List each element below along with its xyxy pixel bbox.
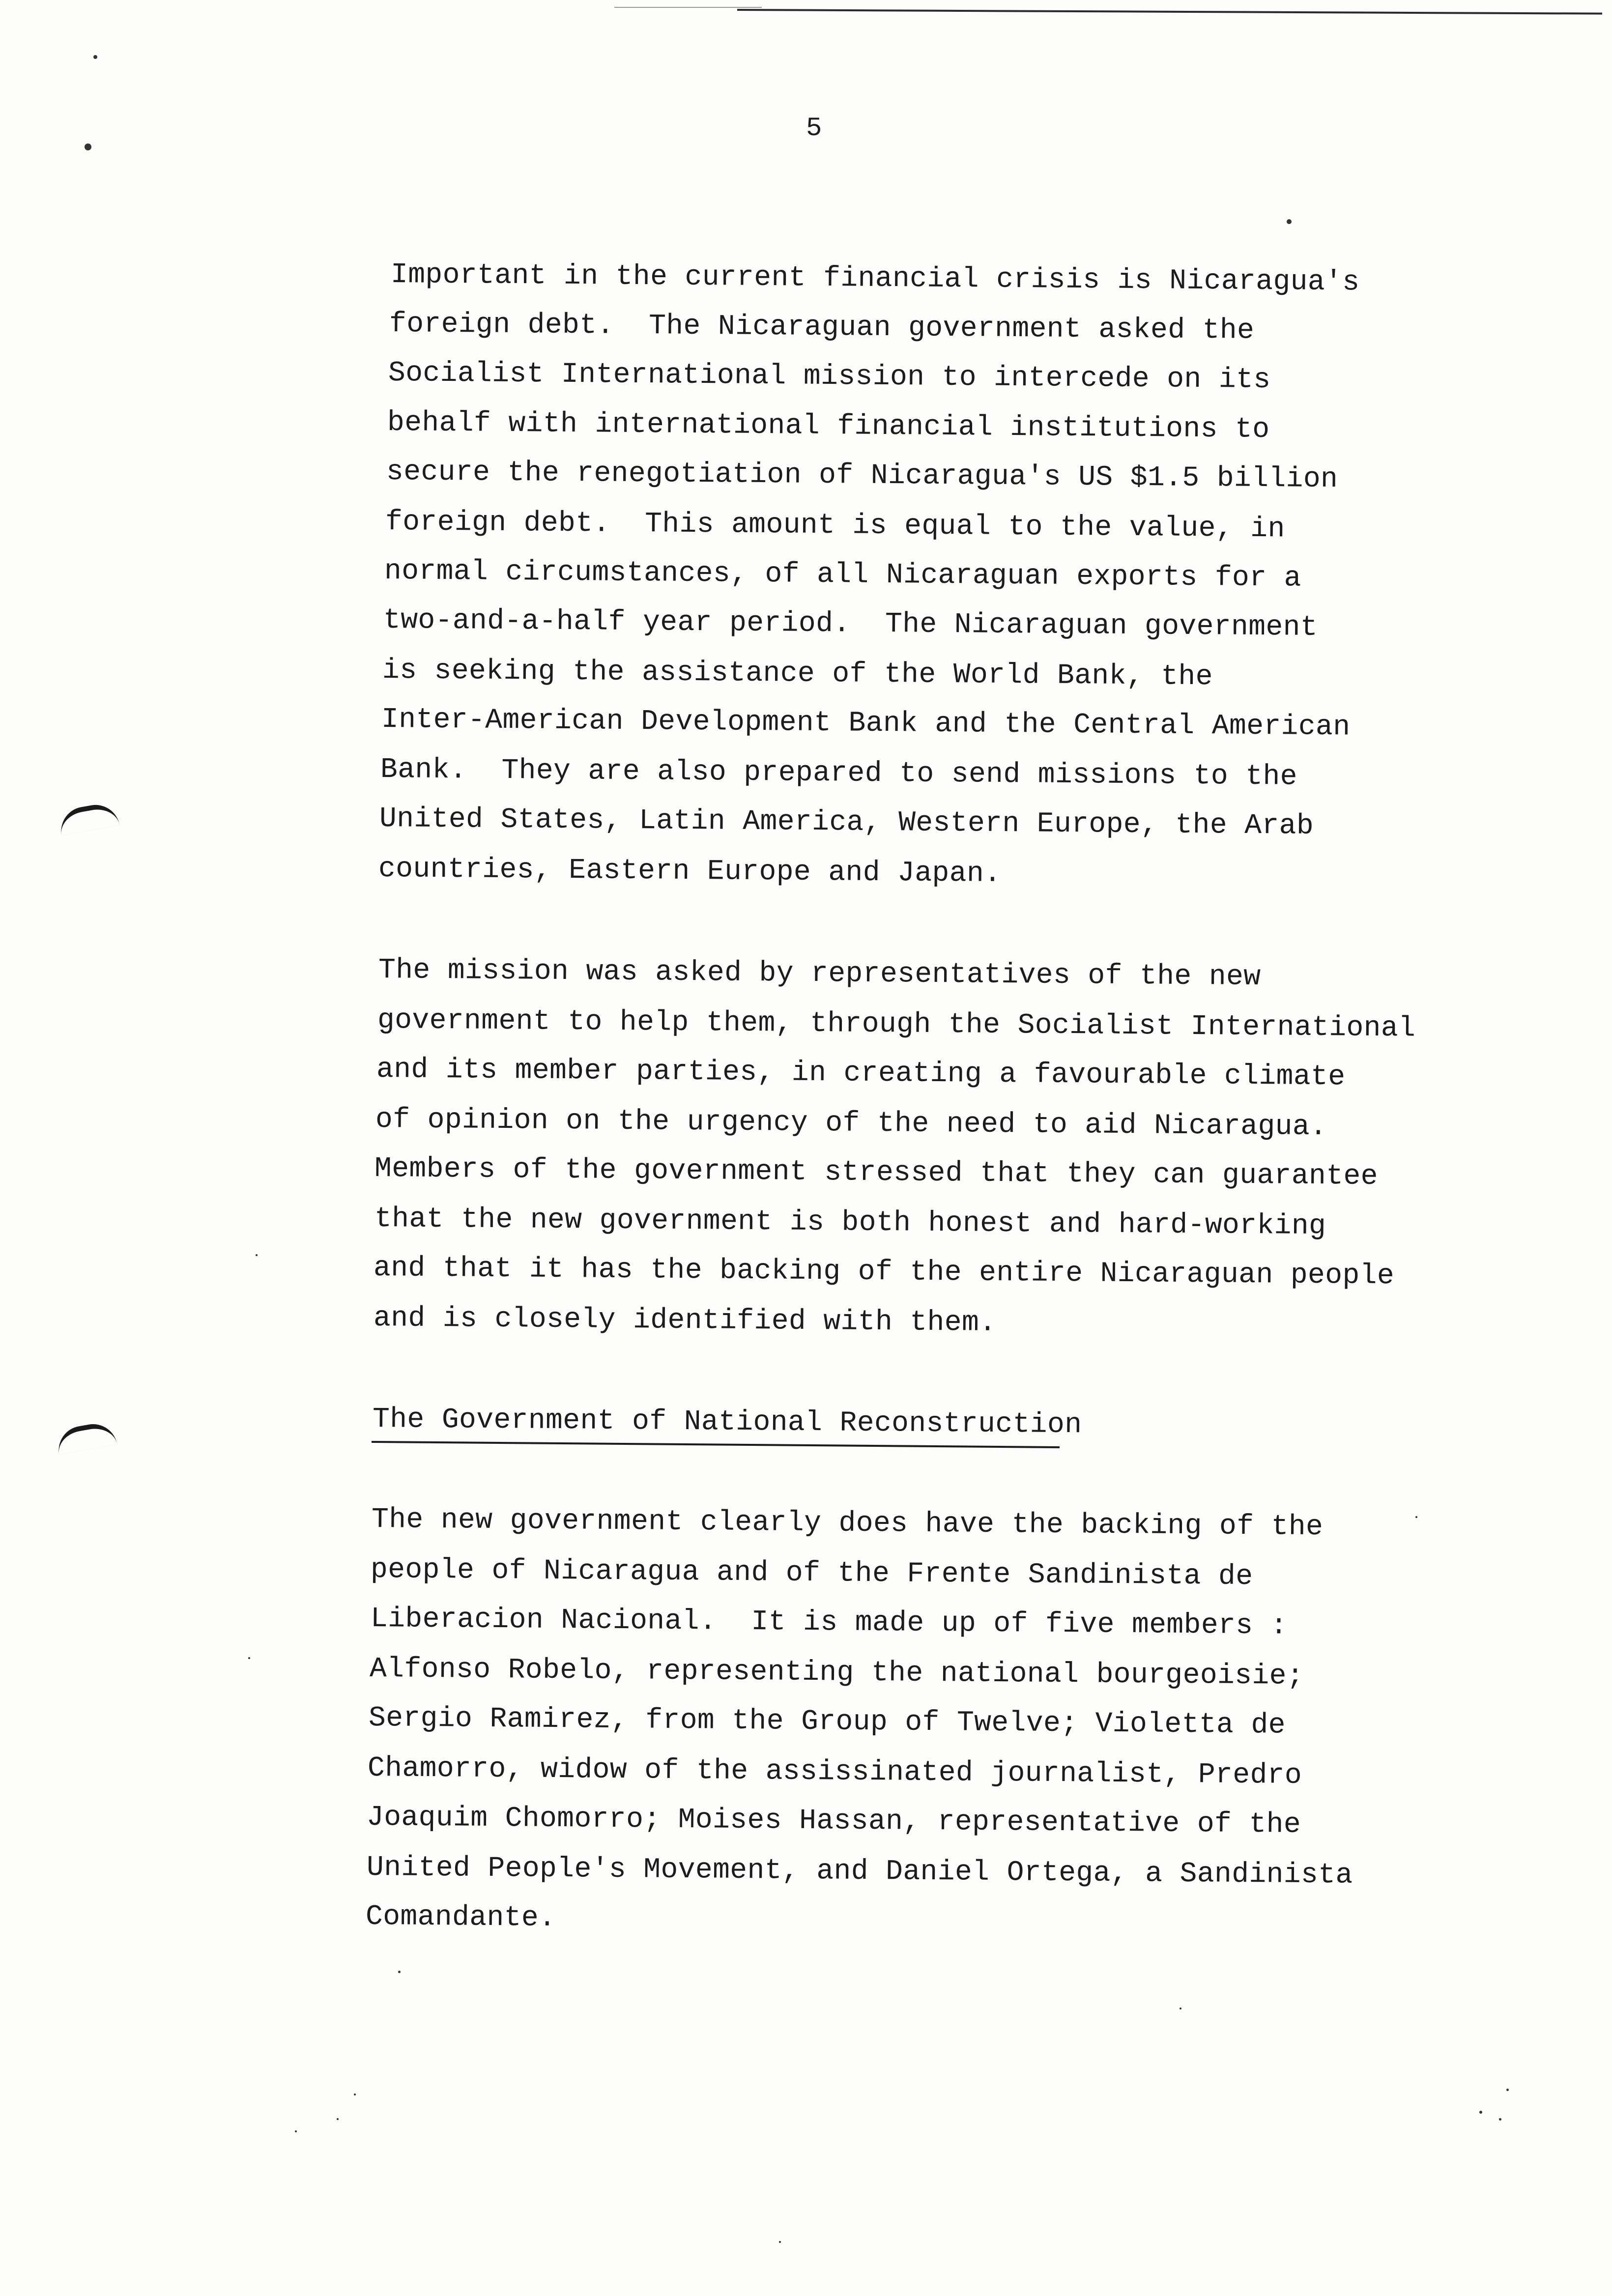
paragraph-line: behalf with international financial institutions to xyxy=(387,407,1270,446)
paragraph-line: secure the renegotiation of Nicaragua's US $1.5 billion xyxy=(386,456,1338,496)
section-heading: The Government of National Reconstruction xyxy=(372,1404,1082,1441)
paragraph-line: Alfonso Robelo, representing the national bourgeoisie; xyxy=(369,1653,1304,1693)
scan-speck xyxy=(1499,2118,1501,2121)
paragraph-line: two-and-a-half year period. The Nicaraguan government xyxy=(383,604,1318,644)
paragraph-line: Important in the current financial crisis is Nicaragua's xyxy=(390,259,1360,299)
scan-speck xyxy=(1415,1516,1417,1518)
scan-speck xyxy=(779,2241,781,2243)
paragraph-line: government to help them, through the Socialist International xyxy=(377,1004,1416,1045)
scan-speck xyxy=(295,2130,297,2132)
scan-speck xyxy=(1479,2111,1482,2114)
paragraph-line: of opinion on the urgency of the need to aid Nicaragua. xyxy=(375,1104,1327,1144)
paragraph-line: normal circumstances, of all Nicaraguan exports for a xyxy=(384,555,1302,595)
paragraph-line: Liberacion Nacional. It is made up of five members : xyxy=(370,1603,1288,1642)
page-number: 5 xyxy=(806,114,822,144)
paragraph-line: countries, Eastern Europe and Japan. xyxy=(378,853,1002,890)
paragraph-line: Inter-American Development Bank and the Central American xyxy=(381,704,1351,744)
scan-speck xyxy=(256,1254,258,1256)
scan-speck xyxy=(337,2118,339,2120)
scan-speck xyxy=(93,55,97,59)
paragraph-line: United People's Movement, and Daniel Ortega, a Sandinista xyxy=(366,1852,1353,1892)
scan-speck xyxy=(1180,2008,1181,2009)
paragraph-line: Members of the government stressed that they can guarantee xyxy=(374,1153,1379,1193)
paragraph-line: United States, Latin America, Western Europe, the Arab xyxy=(379,803,1314,842)
paragraph-line: Sergio Ramirez, from the Group of Twelve; Violetta de xyxy=(368,1702,1286,1742)
punch-hole-mark xyxy=(58,801,120,835)
scan-speck xyxy=(354,2094,356,2095)
paragraph-line: The mission was asked by representatives of the new xyxy=(378,954,1261,994)
paragraph-line: foreign debt. This amount is equal to the value, in xyxy=(385,506,1285,545)
paragraph-line: Comandante. xyxy=(365,1901,556,1935)
scan-speck xyxy=(1506,2089,1509,2091)
paragraph-line: Chamorro, widow of the assissinated journalist, Predro xyxy=(367,1752,1302,1792)
paragraph-line: that the new government is both honest and hard-working xyxy=(374,1203,1326,1243)
paragraph-line: Bank. They are also prepared to send missions to the xyxy=(380,754,1298,793)
paragraph-line: and is closely identified with them. xyxy=(373,1302,997,1339)
scan-top-rule xyxy=(737,9,1602,15)
paragraph-line: and that it has the backing of the entire Nicaraguan people xyxy=(373,1252,1395,1292)
scan-speck xyxy=(1287,219,1292,224)
paragraph-line: Joaquim Chomorro; Moises Hassan, representative of the xyxy=(366,1802,1301,1841)
paragraph-line: Socialist International mission to intercede on its xyxy=(388,357,1271,397)
paragraph-line: foreign debt. The Nicaraguan government asked the xyxy=(389,308,1255,347)
paragraph-line: people of Nicaragua and of the Frente Sandinista de xyxy=(370,1554,1253,1593)
punch-hole-mark xyxy=(55,1420,117,1455)
paragraph-line: and its member parties, in creating a favourable climate xyxy=(376,1054,1346,1093)
scan-speck xyxy=(85,144,91,150)
scan-speck xyxy=(398,1971,401,1973)
paragraph-line: is seeking the assistance of the World Bank, the xyxy=(382,655,1213,693)
scan-top-rule-faint xyxy=(614,7,762,8)
paragraph-line: The new government clearly does have the backing of the xyxy=(371,1504,1324,1544)
scan-speck xyxy=(248,1657,250,1659)
section-heading-underline xyxy=(372,1441,1060,1448)
